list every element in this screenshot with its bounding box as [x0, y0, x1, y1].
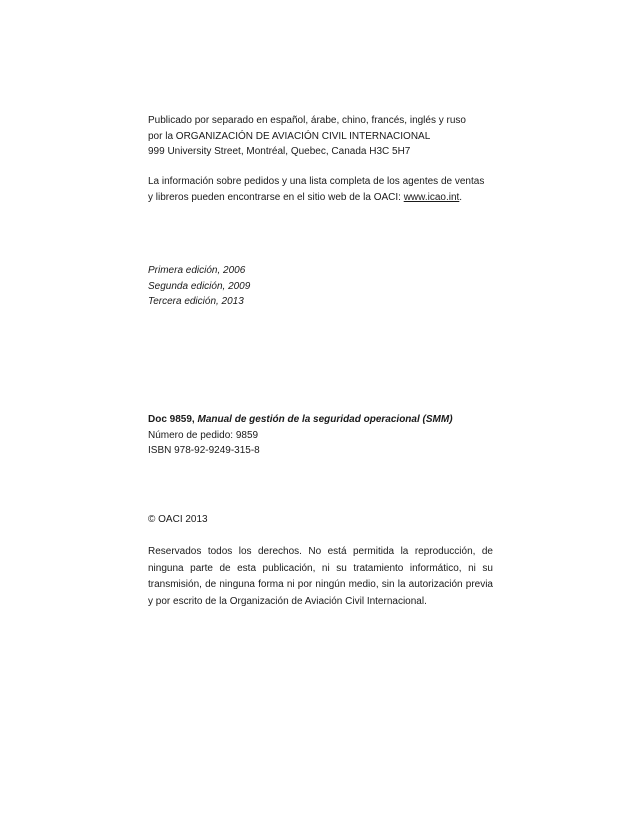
order-number: Número de pedido: 9859 [148, 429, 259, 441]
orders-info [148, 174, 493, 205]
isbn: ISBN 978-92-9249-315-8 [148, 445, 260, 456]
publisher-languages: Publicado por separado en español, árabe, chino, francés, inglés y ruso [148, 115, 466, 126]
icao-website-link[interactable]: www.icao.int [403, 191, 460, 203]
copyright-notice [148, 512, 493, 528]
document-info [148, 412, 493, 459]
edition-third: Tercera edición, 2013 [148, 296, 244, 307]
document-title: Manual de gestión de la seguridad operacional (SMM) [197, 414, 453, 425]
edition-second: Segunda edición, 2009 [148, 280, 251, 292]
document-number: Doc 9859, [148, 414, 195, 425]
orders-text-prefix: y libreros pueden encontrarse en el sitio web de la OACI: [148, 191, 404, 203]
publisher-organization: por la ORGANIZACIÓN DE AVIACIÓN CIVIL INTERNACIONAL [148, 130, 431, 142]
document-title-line [148, 412, 493, 428]
edition-first: Primera edición, 2006 [148, 265, 246, 276]
orders-text-line1: La información sobre pedidos y una lista completa de los agentes de ventas [148, 176, 485, 187]
orders-text-suffix: . [459, 191, 463, 203]
rights-reserved-paragraph: Reservados todos los derechos. No está permitida la reproducción, de ninguna parte de esta publicación, ni su tratamiento informático, ni su transmisión, de ninguna forma ni por ningún medio, sin la autorización previa y por escrito de la Organización de Aviación Civil Internacional. [148, 546, 493, 607]
editions-list [148, 263, 493, 310]
orders-text-line2 [148, 190, 493, 206]
publisher-address: 999 University Street, Montréal, Quebec, Canada H3C 5H7 [148, 146, 411, 157]
publisher-info [148, 113, 493, 160]
copyright-text: © OACI 2013 [148, 514, 208, 525]
